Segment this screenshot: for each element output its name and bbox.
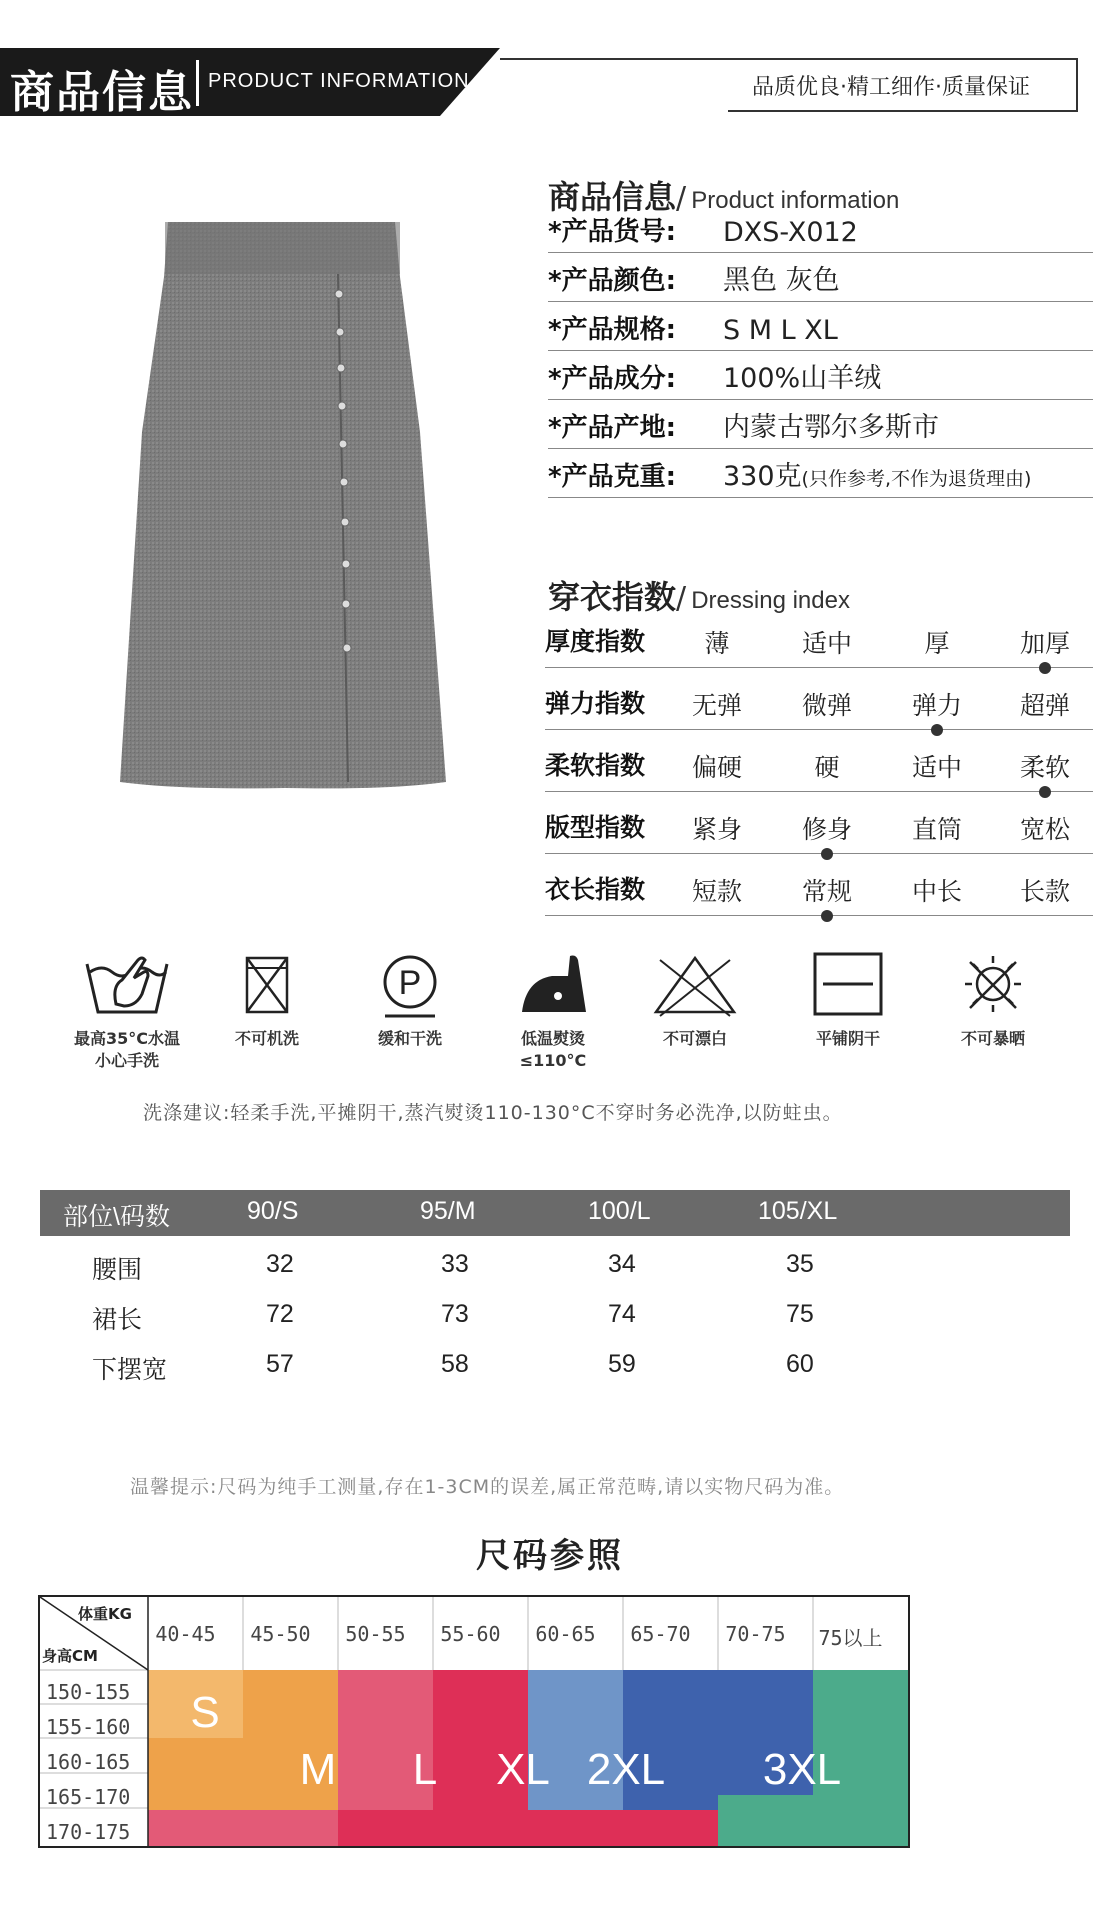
- table-row-name: 裙长: [92, 1306, 143, 1334]
- care-label-line2: ≤110°C: [519, 1051, 587, 1070]
- size-label: 2XL: [586, 1745, 666, 1794]
- quality-slogan: 品质优良·精工细作·质量保证: [752, 75, 1030, 100]
- info-value-text: 100%山羊绒: [723, 363, 882, 394]
- skirt-image: [120, 222, 450, 792]
- header-subtitle: PRODUCT INFORMATION: [208, 70, 470, 92]
- table-header-cell: 100/L: [588, 1197, 651, 1225]
- care-label-line2: 小心手洗: [94, 1051, 160, 1070]
- size-label: XL: [496, 1745, 550, 1794]
- size-label: L: [412, 1745, 438, 1794]
- info-value-text: DXS-X012: [723, 217, 858, 248]
- hand-wash-icon: [82, 950, 172, 1020]
- height-range: 150-155: [46, 1680, 131, 1704]
- dressing-label: 衣长指数: [545, 875, 646, 904]
- care-label: [235, 1028, 299, 1050]
- table-cell: 73: [441, 1300, 469, 1328]
- dressing-option: 弹力: [911, 691, 963, 720]
- dressing-row-line: [545, 729, 1093, 730]
- table-cell: 60: [786, 1350, 814, 1378]
- dressing-option: 适中: [801, 629, 853, 658]
- info-value-text: 黑色 灰色: [723, 265, 840, 296]
- height-range: 155-160: [46, 1715, 131, 1739]
- dressing-option: 长款: [1019, 877, 1071, 906]
- dressing-option: 偏硬: [691, 753, 743, 782]
- dressing-row: [545, 608, 1093, 668]
- measure-tip: 温馨提示:尺码为纯手工测量,存在1-3CM的误差,属正常范畴,请以实物尺码为准。: [130, 1476, 845, 1498]
- svg-text:P: P: [398, 964, 422, 1002]
- table-row-name: 腰围: [92, 1256, 143, 1284]
- dressing-row: [545, 794, 1093, 854]
- care-label-line1: 不可漂白: [662, 1029, 728, 1048]
- info-value-note: (只作参考,不作为退货理由): [801, 468, 1032, 490]
- height-range: 160-165: [46, 1750, 131, 1774]
- dressing-option: 微弹: [801, 691, 853, 720]
- dressing-option: 硬: [814, 753, 840, 782]
- info-value: [723, 405, 939, 444]
- no-machine-wash-icon: [222, 950, 312, 1020]
- table-header-cell: 105/XL: [758, 1197, 838, 1225]
- dressing-option: 常规: [801, 877, 853, 906]
- dressing-option: 宽松: [1019, 815, 1071, 844]
- dressing-label: 厚度指数: [545, 627, 646, 656]
- wash-advice: 洗涤建议:轻柔手洗,平摊阴干,蒸汽熨烫110-130°C不穿时务必洗净,以防蛀虫。: [143, 1102, 843, 1124]
- care-label: [74, 1028, 180, 1072]
- dressing-option: 柔软: [1019, 753, 1071, 782]
- dressing-row: [545, 670, 1093, 730]
- table-header-cell: 90/S: [247, 1197, 299, 1225]
- info-label: *产品规格:: [548, 315, 676, 345]
- dressing-row-line: [545, 915, 1093, 916]
- info-row: [548, 400, 1093, 449]
- dry-clean-icon: [365, 950, 455, 1020]
- info-value-text: 内蒙古鄂尔多斯市: [723, 412, 939, 443]
- care-label-line1: 最高35°C水温: [73, 1029, 181, 1048]
- table-cell: 35: [786, 1250, 814, 1278]
- table-cell: 34: [608, 1250, 636, 1278]
- dressing-option: 加厚: [1019, 629, 1071, 658]
- corner-height-label: 身高CM: [42, 1647, 98, 1665]
- info-row: [548, 204, 1093, 253]
- weight-range: 45-50: [250, 1622, 311, 1646]
- size-label: S: [190, 1688, 220, 1737]
- size-label: 4XL: [932, 1745, 1012, 1794]
- table-cell: 75: [786, 1300, 814, 1328]
- weight-range: 40-45: [155, 1622, 216, 1646]
- dressing-option: 直筒: [911, 815, 963, 844]
- dressing-row: [545, 732, 1093, 792]
- dressing-option: 中长: [911, 877, 963, 906]
- care-label: [961, 1028, 1025, 1050]
- table-cell: 32: [266, 1250, 294, 1278]
- weight-range: 60-65: [535, 1622, 596, 1646]
- height-range: 170-175: [46, 1820, 131, 1844]
- care-label-line1: 低温熨烫: [520, 1029, 586, 1048]
- dressing-row-line: [545, 853, 1093, 854]
- info-label: *产品货号:: [548, 217, 676, 247]
- dressing-option: 短款: [691, 877, 743, 906]
- info-row: [548, 449, 1093, 498]
- dressing-option: 修身: [801, 815, 853, 844]
- dressing-index-heading: 穿衣指数/ Dressing index: [548, 578, 850, 616]
- measure-table-header: [40, 1190, 1070, 1236]
- info-row: [548, 253, 1093, 302]
- corner-weight-label: 体重KG: [78, 1605, 132, 1623]
- flat-dry-shade-icon: [803, 950, 893, 1020]
- care-label: [378, 1028, 442, 1050]
- dressing-option: 紧身: [691, 815, 743, 844]
- info-value: [723, 217, 858, 248]
- table-cell: 59: [608, 1350, 636, 1378]
- info-value: [723, 258, 840, 297]
- size-chart-title: 尺码参照: [476, 1536, 624, 1576]
- dressing-option: 厚: [924, 629, 950, 658]
- care-label-line1: 缓和干洗: [377, 1029, 443, 1048]
- info-label: *产品成分:: [548, 364, 676, 394]
- no-bleach-icon: [650, 950, 740, 1020]
- info-value: [723, 454, 1031, 493]
- info-row: [548, 302, 1093, 351]
- table-cell: 33: [441, 1250, 469, 1278]
- table-row-name: 下摆宽: [92, 1356, 168, 1384]
- weight-range: 50-55: [345, 1622, 406, 1646]
- product-info-heading: 商品信息/ Product information: [548, 178, 900, 216]
- table-header-cell: 部位\码数: [63, 1203, 170, 1231]
- weight-range: 65-70: [630, 1622, 691, 1646]
- header-rule: [500, 58, 728, 60]
- dressing-row-line: [545, 667, 1093, 668]
- info-row: [548, 351, 1093, 400]
- care-label-line1: 平铺阴干: [815, 1029, 881, 1048]
- care-label-line1: 不可暴晒: [960, 1029, 1026, 1048]
- dressing-option: 适中: [911, 753, 963, 782]
- care-label-line1: 不可机洗: [234, 1029, 300, 1048]
- info-label: *产品颜色:: [548, 266, 676, 296]
- no-sun-icon: [948, 950, 1038, 1020]
- size-label: 3XL: [762, 1745, 842, 1794]
- info-value: [723, 315, 838, 346]
- table-cell: 57: [266, 1350, 294, 1378]
- header-title: 商品信息: [10, 67, 194, 118]
- weight-range: 75以上: [818, 1626, 883, 1650]
- info-label: *产品产地:: [548, 413, 676, 443]
- dressing-option: 薄: [704, 629, 730, 658]
- info-value-text: S M L XL: [723, 315, 838, 346]
- care-label: [816, 1028, 880, 1050]
- dressing-label: 版型指数: [545, 813, 646, 842]
- dressing-option: 超弹: [1019, 691, 1071, 720]
- size-label: M: [299, 1745, 337, 1794]
- low-iron-icon: [508, 950, 598, 1020]
- table-cell: 58: [441, 1350, 469, 1378]
- info-value-text: 330克: [723, 461, 802, 492]
- dressing-label: 弹力指数: [545, 689, 646, 718]
- dressing-option: 无弹: [691, 691, 743, 720]
- info-value: [723, 356, 881, 395]
- care-label: [520, 1028, 587, 1072]
- care-label: [663, 1028, 727, 1050]
- info-label: *产品克重:: [548, 462, 676, 492]
- height-range: 165-170: [46, 1785, 131, 1809]
- dressing-selected-dot: [821, 910, 833, 922]
- table-cell: 74: [608, 1300, 636, 1328]
- weight-range: 70-75: [725, 1622, 786, 1646]
- table-header-cell: 95/M: [420, 1197, 476, 1225]
- dressing-row-line: [545, 791, 1093, 792]
- dressing-label: 柔软指数: [545, 751, 646, 780]
- table-cell: 72: [266, 1300, 294, 1328]
- dressing-row: [545, 856, 1093, 916]
- weight-range: 55-60: [440, 1622, 501, 1646]
- header-divider: [196, 60, 199, 106]
